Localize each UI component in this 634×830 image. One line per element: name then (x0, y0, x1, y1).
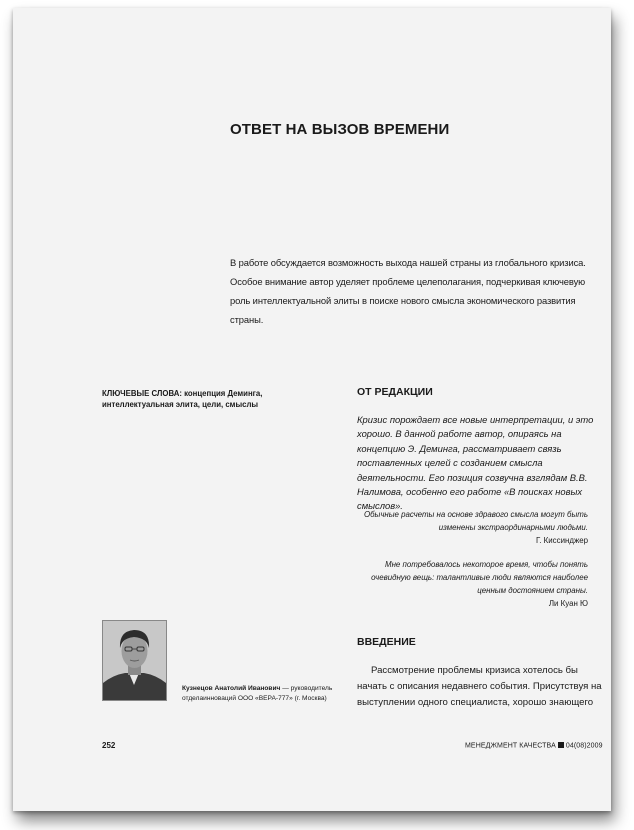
author-portrait-image (103, 621, 166, 700)
epigraph-quote (357, 558, 588, 610)
author-photo (102, 620, 167, 701)
quote-author: Г. Киссинджер (535, 536, 588, 545)
article-title: ОТВЕТ НА ВЫЗОВ ВРЕМЕНИ (230, 121, 450, 138)
keywords: КЛЮЧЕВЫЕ СЛОВА: концепция Деминга, интеллектуальная элита, цели, смыслы (102, 389, 263, 409)
author-info (182, 684, 347, 703)
quote-text: Мне потребовалось некоторое время, чтобы понять очевидную вещь: талантливые люди являются наиболее ценным достоянием страны. (371, 560, 588, 595)
journal-footer (465, 742, 603, 750)
intro-heading: ВВЕДЕНИЕ (357, 636, 416, 648)
journal-issue: 04(08)2009 (565, 742, 603, 750)
epigraph-quote (357, 508, 588, 547)
quote-text: Обычные расчеты на основе здравого смысла могут быть изменены экстраординарными людьми. (363, 510, 588, 532)
journal-page (13, 8, 611, 811)
editorial-text: Кризис порождает все новые интерпретации, и это хорошо. В данной работе автор, опираясь на концепцию Э. Деминга, рассматривает связь поставленных целей с созданием смысла деятельности. Его позиция созвучна взглядам В.В. Налимова, особенно его работе «В поисках новых смыслов». (357, 414, 594, 512)
author-name: Кузнецов Анатолий Иванович (182, 685, 281, 692)
page-number: 252 (102, 741, 116, 750)
intro-text: Рассмотрение проблемы кризиса хотелось бы начать с описания недавнего события. Присутствуя на выступлении одного специалиста, хорошо знающего (357, 665, 602, 708)
editorial-heading: ОТ РЕДАКЦИИ (357, 386, 433, 398)
author-bio: — руководитель отделаинноваций ООО «ВЕРА-777» (г. Москва) (182, 685, 333, 702)
square-bullet-icon (558, 742, 564, 748)
article-abstract: В работе обсуждается возможность выхода нашей страны из глобального кризиса. Особое внимание автор уделяет проблеме целеполагания, подчеркивая ключевую роль интеллектуальной элиты в поиске нового смысла экономического развития страны. (230, 257, 586, 325)
journal-name: МЕНЕДЖМЕНТ КАЧЕСТВА (465, 742, 556, 750)
quote-author: Ли Куан Ю (548, 599, 588, 608)
